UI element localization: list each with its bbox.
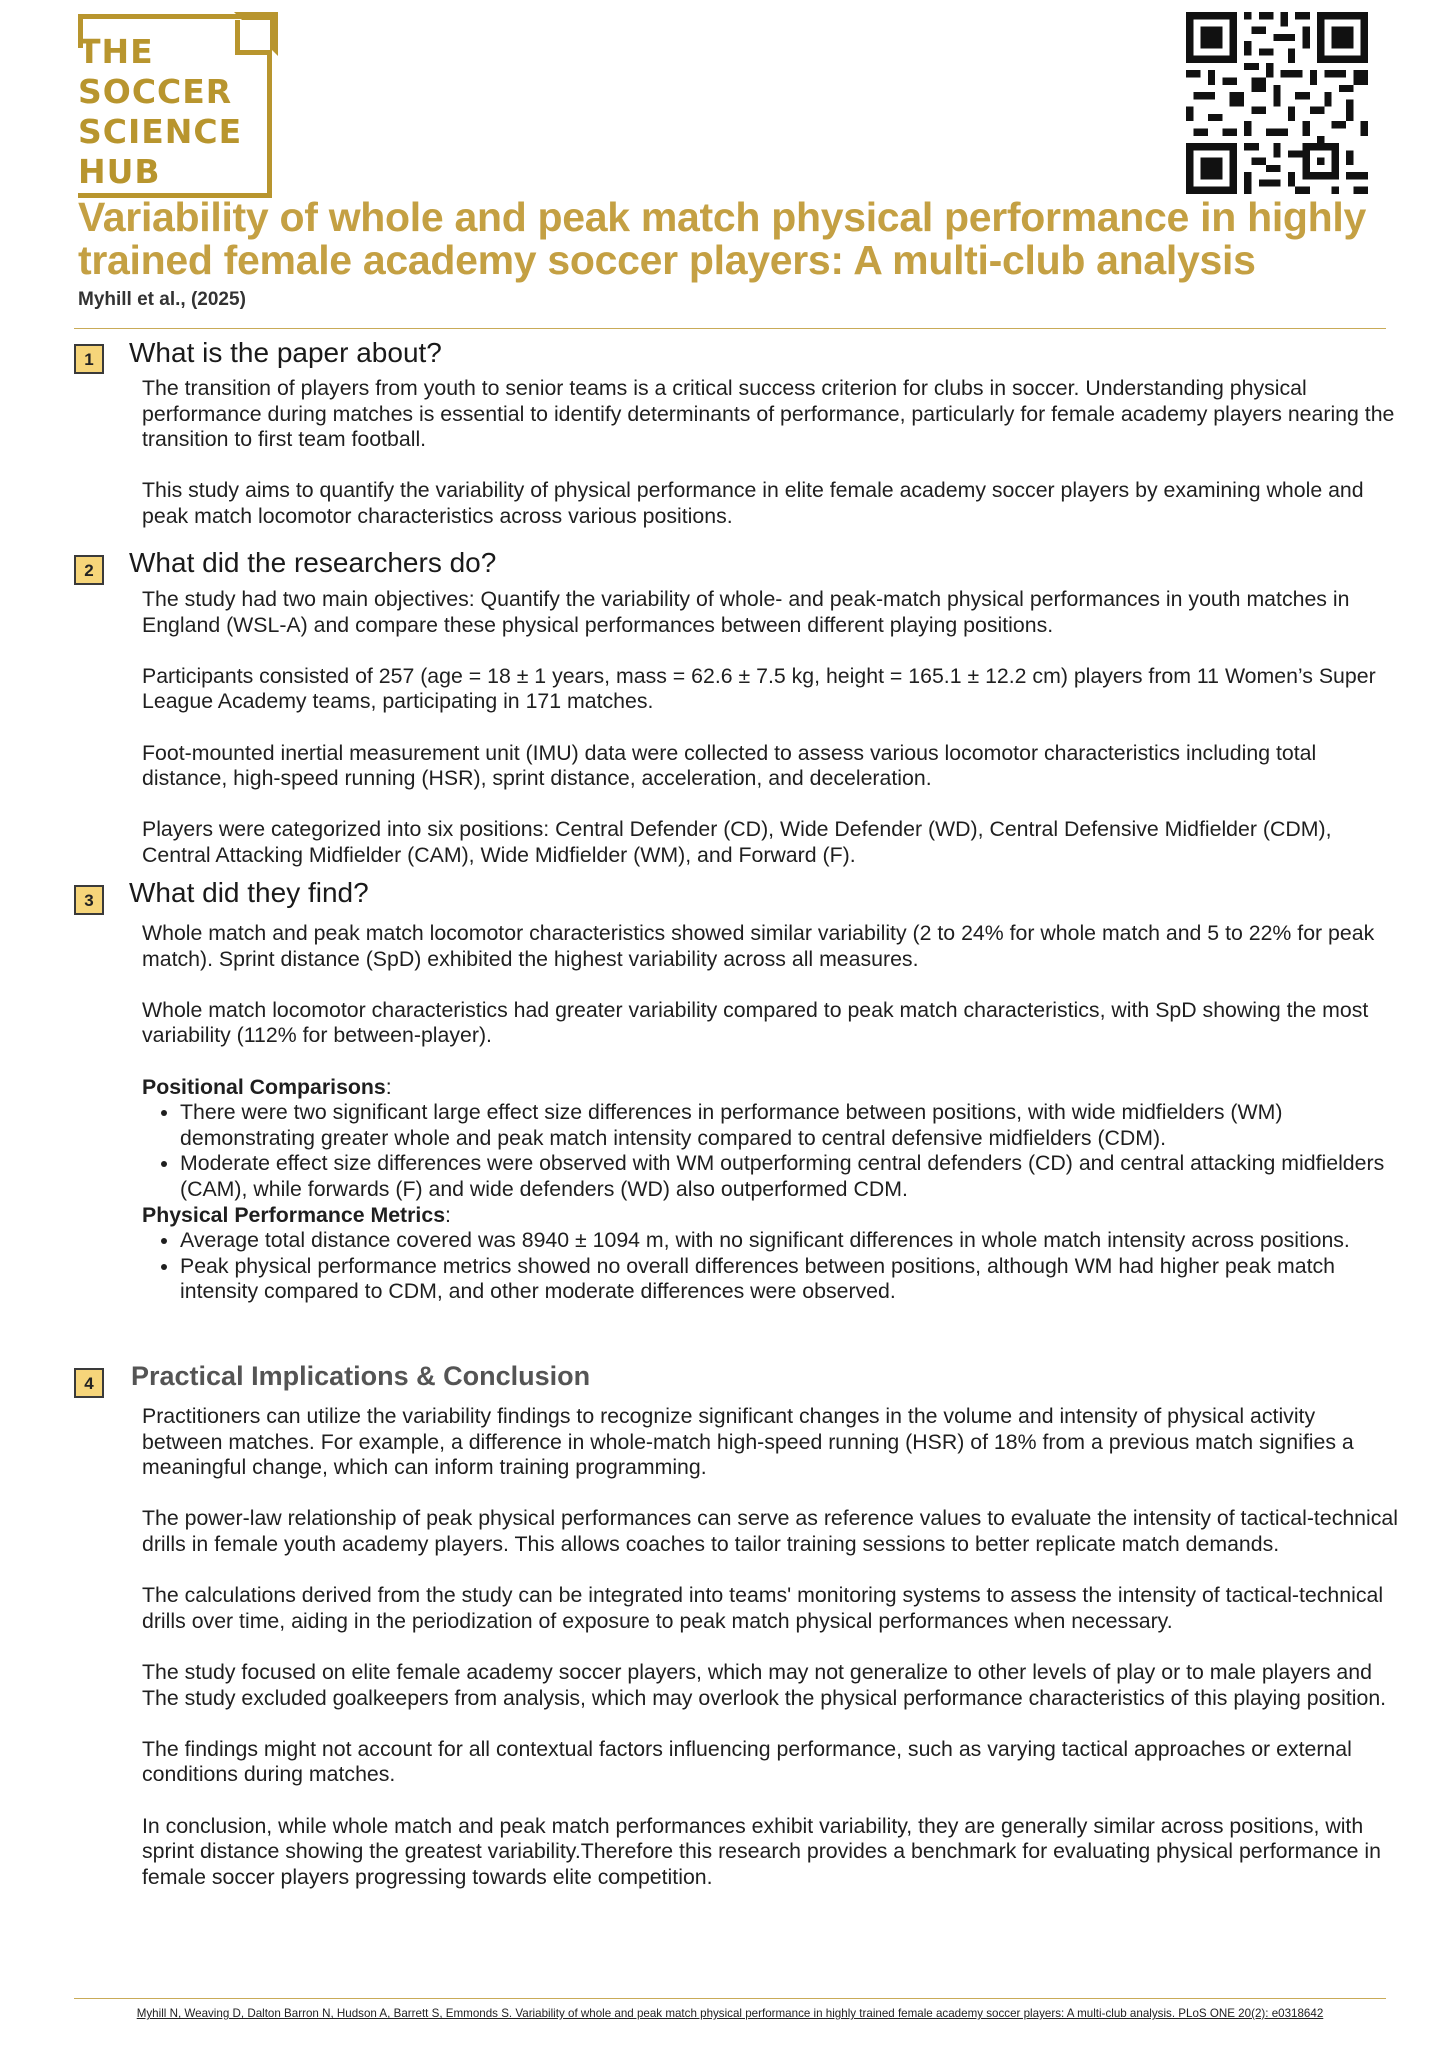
logo-line-2: SOCCER xyxy=(78,72,233,111)
section-heading-implications: Practical Implications & Conclusion xyxy=(131,1361,591,1391)
list-item: • Peak physical performance metrics showed no overall differences between positions, although WM had higher peak match intensity compared to CDM, and other moderate differences were observed. xyxy=(180,1254,1400,1305)
subheading-positional: Positional Comparisons xyxy=(142,1074,386,1099)
logo-line-1: THE xyxy=(78,32,154,71)
paragraph: The study had two main objectives: Quantify the variability of whole- and peak-match physical performances in youth matches in England (WSL-A) and compare these physical performances between different playing positions. xyxy=(142,587,1350,637)
paragraph: Participants consisted of 257 (age = 18 ± 1 years, mass = 62.6 ± 7.5 kg, height = 165.1 ± 12.2 cm) players from 11 Women’s Super League Academy teams, participating in 171 matches. xyxy=(142,663,1376,714)
positional-bullet-list xyxy=(142,1100,1400,1202)
subheading-metrics: Physical Performance Metrics xyxy=(142,1202,446,1227)
paragraph: Players were categorized into six positions: Central Defender (CD), Wide Defender (WD), Central Defensive Midfielder (CDM), Central Attacking Midfielder (CAM), Wide Midfielder (WM), and Forward (F). xyxy=(142,817,1332,867)
paragraph: The transition of players from youth to senior teams is a critical success criterion for clubs in soccer. Understanding physical performance during matches is essential to identify determinants of performance, particularly for female academy players nearing the transition to first team football. xyxy=(142,376,1395,452)
performance-metrics-block xyxy=(142,1203,1400,1305)
logo-line-4: HUB xyxy=(78,152,161,191)
subheading-colon: : xyxy=(445,1202,451,1227)
section-heading-methods: What did the researchers do? xyxy=(129,547,497,578)
paragraph: In conclusion, while whole match and peak match performances exhibit variability, they are generally similar across positions, with sprint distance showing the greatest variability.Therefore this research provides a benchmark for evaluating physical performance in female soccer players progressing towards elite competition. xyxy=(142,1813,1381,1889)
paragraph: This study aims to quantify the variability of physical performance in elite female academy soccer players by examining whole and peak match locomotor characteristics across various positions. xyxy=(142,478,1364,528)
section-number-badge-4: 4 xyxy=(74,1368,104,1398)
header-divider xyxy=(74,328,1386,329)
authors-citation: Myhill et al., (2025) xyxy=(78,289,246,310)
section-body-about xyxy=(142,376,1400,530)
paragraph: Whole match and peak match locomotor characteristics showed similar variability (2 to 24% for whole match and 5 to 22% for peak match). Sprint distance (SpD) exhibited the highest variability across all measures. xyxy=(142,921,1375,971)
footer-reference-link[interactable]: Myhill N, Weaving D, Dalton Barron N, Hudson A, Barrett S, Emmonds S. Variability of whole and peak match physical performance in highly trained female academy soccer players: A multi-club analysis. PLoS ONE 20(2): e0318642 xyxy=(136,2007,1324,2020)
paragraph: Whole match locomotor characteristics had greater variability compared to peak match characteristics, with SpD showing the most variability (112% for between-player). xyxy=(142,997,1369,1048)
qr-code-icon[interactable] xyxy=(1186,12,1368,194)
paragraph: The study focused on elite female academy soccer players, which may not generalize to other levels of play or to male players and The study excluded goalkeepers from analysis, which may overlook the physical performance characteristics of this playing position. xyxy=(142,1659,1387,1710)
list-item: • Moderate effect size differences were observed with WM outperforming central defenders (CD) and central attacking midfielders (CAM), while forwards (F) and wide defenders (WD) also outperformed CDM. xyxy=(180,1151,1400,1202)
paragraph: Foot-mounted inertial measurement unit (IMU) data were collected to assess various locomotor characteristics including total distance, high-speed running (HSR), sprint distance, acceleration, and deceleration. xyxy=(142,740,1317,791)
logo-wordmark xyxy=(78,32,242,192)
metrics-bullet-list xyxy=(142,1228,1400,1305)
section-number-badge-2: 2 xyxy=(74,555,104,585)
section-body-findings xyxy=(142,921,1400,1305)
paragraph: The power-law relationship of peak physical performances can serve as reference values to evaluate the intensity of tactical-technical drills in female youth academy players. This allows coaches to tailor training sessions to better replicate match demands. xyxy=(142,1506,1398,1556)
logo-line-3: SCIENCE xyxy=(78,112,243,151)
section-heading-findings: What did they find? xyxy=(129,877,369,908)
subheading-colon: : xyxy=(385,1074,392,1099)
paragraph: The calculations derived from the study can be integrated into teams' monitoring systems to assess the intensity of tactical-technical drills over time, aiding in the periodization of exposure to peak match physical performances when necessary. xyxy=(142,1583,1384,1633)
soccer-science-hub-logo xyxy=(78,14,276,200)
section-number-badge-3: 3 xyxy=(74,885,104,915)
footer-divider xyxy=(74,1998,1386,1999)
positional-comparisons-block xyxy=(142,1075,1400,1203)
section-heading-about: What is the paper about? xyxy=(129,337,442,368)
section-number-badge-1: 1 xyxy=(74,344,104,374)
paragraph: Practitioners can utilize the variability findings to recognize significant changes in the volume and intensity of physical activity between matches. For example, a difference in whole-match high-speed running (HSR) of 18% from a previous match signifies a meaningful change, which can inform training programming. xyxy=(142,1404,1354,1480)
section-body-implications xyxy=(142,1404,1400,1890)
list-item: • There were two significant large effect size differences in performance between positions, with wide midfielders (WM) demonstrating greater whole and peak match intensity compared to central defensive midfielders (CDM). xyxy=(180,1100,1400,1151)
paragraph: The findings might not account for all contextual factors influencing performance, such as varying tactical approaches or external conditions during matches. xyxy=(142,1736,1352,1787)
page-title: Variability of whole and peak match physical performance in highly trained female academy soccer players: A multi-club analysis xyxy=(78,194,1366,283)
section-body-methods xyxy=(142,587,1400,869)
list-item: • Average total distance covered was 8940 ± 1094 m, with no significant differences in whole match intensity across positions. xyxy=(180,1228,1400,1254)
